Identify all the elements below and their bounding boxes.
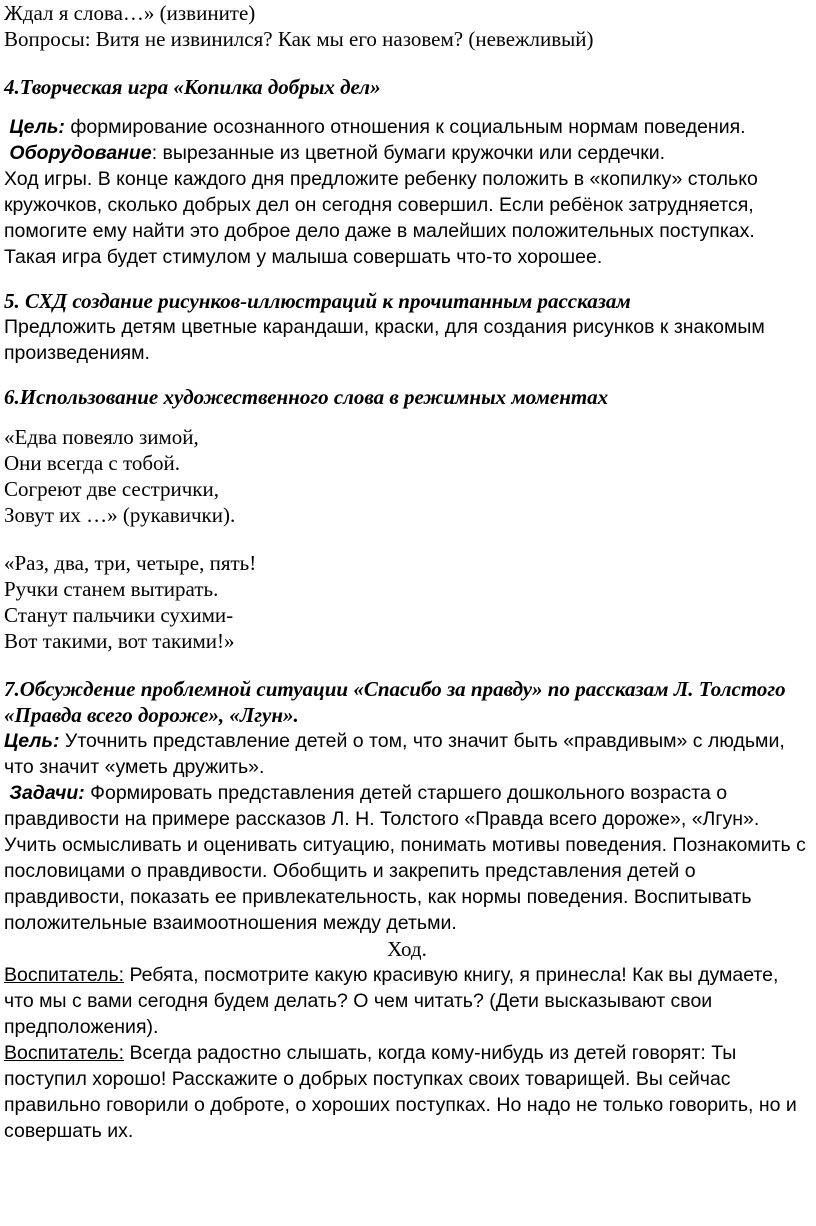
section-4-goal: [4, 114, 810, 140]
teacher-text: Всегда радостно слышать, когда кому-нибудь из детей говорят: Ты поступил хорошо! Расскажите о добрых поступках своих товарищей. Вы сейчас правильно говорили о доброте, о хороших поступках. Но надо не только говорить, но и совершать их.: [4, 1042, 797, 1142]
teacher-text: Ребята, посмотрите какую красивую книгу, я принесла! Как вы думаете, что мы с вами сегодня будем делать? О чем читать? (Дети высказывают свои предположения).: [4, 964, 779, 1038]
section-7-title: 7.Обсуждение проблемной ситуации «Спасибо за правду» по рассказам Л. Толстого «Правда всего дороже», «Лгун».: [4, 677, 786, 727]
teacher-label: Воспитатель:: [4, 1042, 125, 1064]
poem-2: [4, 550, 810, 654]
course-label: Ход.: [387, 937, 427, 961]
goal-label: Цель:: [4, 730, 60, 752]
poem-line: Они всегда с тобой.: [4, 451, 181, 475]
poem-line: Согреют две сестрички,: [4, 477, 219, 501]
poem-line: «Раз, два, три, четыре, пять!: [4, 551, 257, 575]
section-4-equipment: [4, 140, 810, 166]
poem-line: Станут пальчики сухими-: [4, 603, 234, 627]
goal-label: Цель:: [9, 116, 65, 138]
section-7-tasks: [4, 780, 810, 936]
tasks-text: Формировать представления детей старшего дошкольного возраста о правдивости на примере рассказов Л. Н. Толстого «Правда всего дороже», «Лгун». Учить осмысливать и оценивать ситуацию, понимать мотивы поведения. Познакомить с пословицами о правдивости. Обобщить и закрепить представления детей о правдивости, показать ее привлекательность, как нормы поведения. Воспитывать положительные взаимоотношения между детьми.: [4, 782, 806, 934]
poem-line: Зовут их …» (рукавички).: [4, 503, 236, 527]
section-4-body: Ход игры. В конце каждого дня предложите ребенку положить в «копилку» столько кружочков, сколько добрых дел он сегодня совершил. Если ребёнок затрудняется, помогите ему найти это доброе дело даже в малейших положительных поступках. Такая игра будет стимулом у малыша совершать что-то хорошее.: [4, 168, 758, 268]
goal-text: формирование осознанного отношения к социальным нормам поведения.: [64, 116, 746, 138]
poem-line: Вот такими, вот такими!»: [4, 629, 235, 653]
section-4-title: 4.Творческая игра «Копилка добрых дел»: [4, 75, 381, 99]
goal-text: Уточнить представление детей о том, что значит быть «правдивым» с людьми, что значит «уметь дружить».: [4, 730, 785, 778]
section-6-title: 6.Использование художественного слова в режимных моментах: [4, 385, 609, 409]
teacher-line-1: [4, 962, 810, 1040]
equipment-text: : вырезанные из цветной бумаги кружочки или сердечки.: [151, 142, 666, 164]
equipment-label: Оборудование: [9, 142, 152, 164]
teacher-line-2: [4, 1040, 810, 1144]
section-7-goal: [4, 728, 810, 780]
poem-line: «Едва повеяло зимой,: [4, 425, 199, 449]
teacher-label: Воспитатель:: [4, 964, 125, 986]
poem-1: [4, 424, 810, 528]
poem-line: Ручки станем вытирать.: [4, 577, 219, 601]
intro-line-1: Ждал я слова…» (извините): [4, 1, 256, 25]
section-5-title: 5. СХД создание рисунков-иллюстраций к прочитанным рассказам: [4, 289, 631, 313]
tasks-label: Задачи:: [9, 782, 85, 804]
intro-line-2: Вопросы: Витя не извинился? Как мы его назовем? (невежливый): [4, 27, 594, 51]
section-5-body: Предложить детям цветные карандаши, краски, для создания рисунков к знакомым произведениям.: [4, 316, 765, 364]
